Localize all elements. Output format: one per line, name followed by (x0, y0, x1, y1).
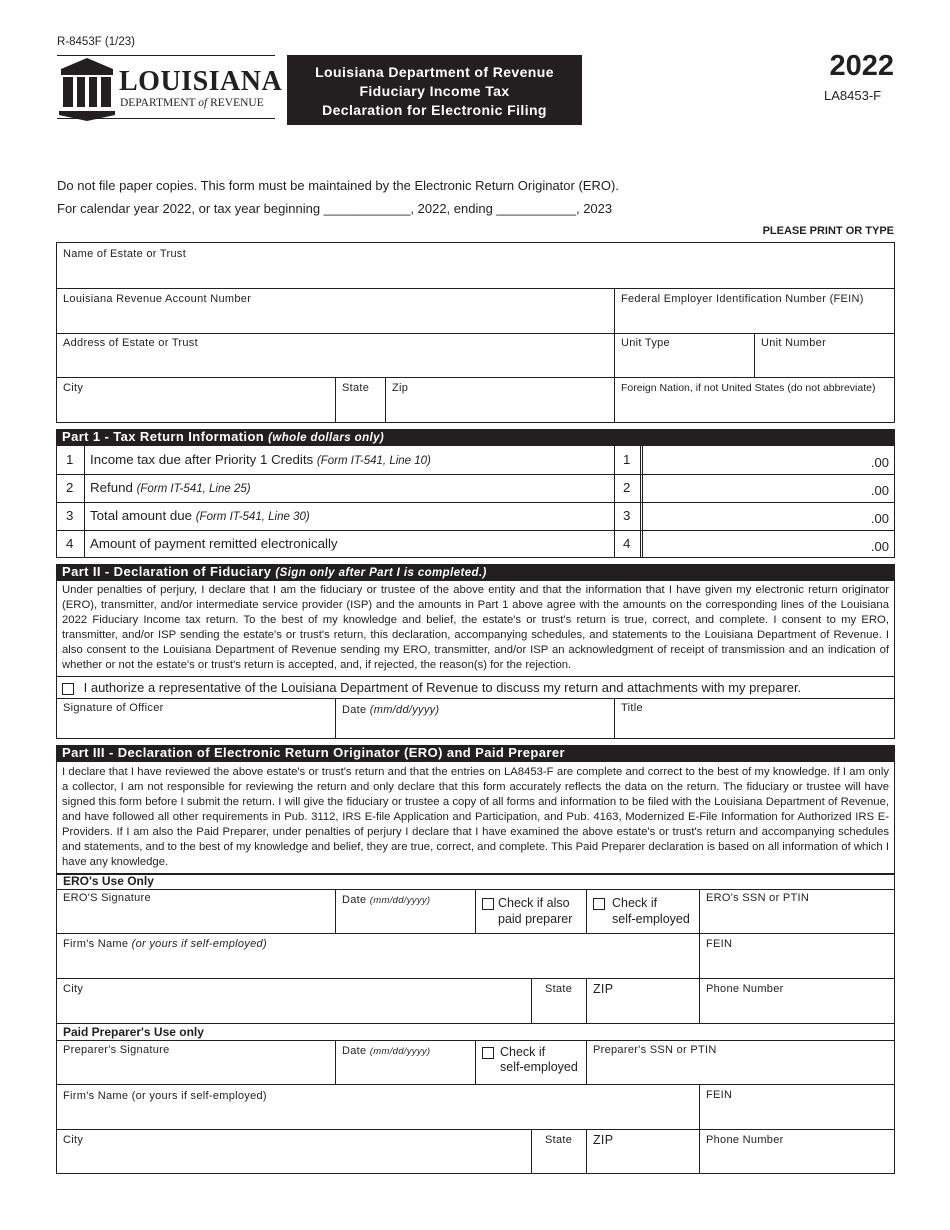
address-field[interactable]: Address of Estate or Trust (56, 333, 615, 378)
estate-name-field[interactable]: Name of Estate or Trust (56, 242, 895, 289)
zip-field[interactable]: Zip (385, 377, 615, 423)
print-note: PLEASE PRINT OR TYPE (762, 225, 894, 237)
logo-emblem-icon (57, 55, 117, 121)
ero-self-employed-checkbox[interactable] (593, 898, 605, 910)
also-paid-preparer-checkbox[interactable] (482, 898, 494, 910)
authorize-row (62, 680, 801, 695)
preparer-zip-field[interactable]: ZIP (586, 1129, 700, 1174)
ero-date-field[interactable]: Date (mm/dd/yyyy) (335, 889, 476, 934)
title-line-3: Declaration for Electronic Filing (322, 102, 547, 118)
form-code: R-8453F (1/23) (57, 36, 135, 48)
logo-main-text: LOUISIANA (119, 66, 283, 97)
logo-sub-text: DEPARTMENT of REVENUE (120, 97, 264, 109)
preparer-city-field[interactable]: City (56, 1129, 532, 1174)
title-line-1: Louisiana Department of Revenue (315, 64, 554, 80)
ero-also-preparer-cell: Check if also paid preparer (475, 889, 587, 934)
form-id: LA8453-F (824, 88, 882, 103)
title-line-2: Fiduciary Income Tax (359, 83, 510, 99)
ero-fein-field[interactable]: FEIN (699, 933, 895, 979)
fein-field[interactable]: Federal Employer Identification Number (FEIN) (614, 288, 895, 334)
part3-header: Part III - Declaration of Electronic Return Originator (ERO) and Paid Preparer (56, 745, 895, 762)
account-number-field[interactable]: Louisiana Revenue Account Number (56, 288, 615, 334)
tax-year: 2022 (829, 50, 894, 82)
preparer-phone-field[interactable]: Phone Number (699, 1129, 895, 1174)
part3-declaration: I declare that I have reviewed the above estate's or trust's return and that the entries on LA8453-F are complete and correct to the best of my knowledge. If I am only a collector, I am not responsible for reviewing the return and only declare that this form accurately reflects the data on the return. The fiduciary or trustee will have signed this form before I submit the return. I will give the fiduciary or trustee a copy of all forms and information to be filed with the Louisiana Department of Revenue, and have followed all other requirements in Pub. 3112, IRS E-file Application and Participation, and Pub. 4163, Modernized E-File Information for Authorized IRS E-Providers. If I am also the Paid Preparer, under penalties of perjury I declare that I have examined the above estate's or trust's return and accompanying schedules and statements, and to the best of my knowledge and belief, they are true, correct, and complete. This Paid Preparer declaration is based on all information of which I have any knowledge. (62, 766, 889, 868)
preparer-self-employed-checkbox[interactable] (482, 1047, 494, 1059)
ero-state-field[interactable]: State (531, 978, 587, 1024)
preparer-ssn-field[interactable]: Preparer's SSN or PTIN (586, 1040, 895, 1085)
state-field[interactable]: State (335, 377, 386, 423)
officer-signature-field[interactable]: Signature of Officer (56, 698, 336, 739)
part1-line-2: 2 Refund (Form IT-541, Line 25) 2 .00 (56, 474, 895, 502)
ero-signature-field[interactable]: ERO'S Signature (56, 889, 336, 934)
preparer-self-employed-cell: Check if self-employed (475, 1040, 587, 1085)
ero-city-field[interactable]: City (56, 978, 532, 1024)
officer-date-field[interactable]: Date (mm/dd/yyyy) (335, 698, 615, 739)
ero-self-employed-cell: Check if self-employed (586, 889, 700, 934)
line-3-amount-input[interactable] (640, 502, 895, 531)
part1-line-3: 3 Total amount due (Form IT-541, Line 30) 3 .00 (56, 502, 895, 530)
preparer-date-field[interactable]: Date (mm/dd/yyyy) (335, 1040, 476, 1085)
ero-heading-row: ERO's Use Only (56, 873, 895, 890)
part1-header: Part 1 - Tax Return Information (whole dollars only) (56, 429, 895, 446)
part1-line-4: 4 Amount of payment remitted electronically 4 .00 (56, 530, 895, 558)
logo (57, 55, 283, 122)
authorize-checkbox[interactable] (62, 683, 74, 695)
preparer-firm-name-field[interactable]: Firm's Name (or yours if self-employed) (56, 1084, 700, 1130)
officer-title-field[interactable]: Title (614, 698, 895, 739)
part2-header: Part II - Declaration of Fiduciary (Sign only after Part I is completed.) (56, 564, 895, 581)
part1-line-1: 1 Income tax due after Priority 1 Credits (Form IT-541, Line 10) 1 .00 (56, 446, 895, 474)
line-1-amount-input[interactable] (640, 446, 895, 475)
unit-number-field[interactable]: Unit Number (754, 333, 895, 378)
preparer-heading-row: Paid Preparer's Use only (56, 1023, 895, 1041)
preparer-signature-field[interactable]: Preparer's Signature (56, 1040, 336, 1085)
preparer-fein-field[interactable]: FEIN (699, 1084, 895, 1130)
preparer-state-field[interactable]: State (531, 1129, 587, 1174)
intro-line-2: For calendar year 2022, or tax year beginning ____________, 2022, ending ___________, 2023 (57, 201, 613, 216)
authorize-label: I authorize a representative of the Louisiana Department of Revenue to discuss my return and attachments with my preparer. (83, 680, 802, 695)
ero-phone-field[interactable]: Phone Number (699, 978, 895, 1024)
ero-firm-name-field[interactable]: Firm's Name (or yours if self-employed) (56, 933, 700, 979)
title-box (287, 55, 582, 125)
part2-declaration: Under penalties of perjury, I declare that I am the fiduciary or trustee of the above entity and that the information that I have given my electronic return originator (ERO), transmitter, and/or intermediate service provider (ISP) and the amounts in Part 1 above agree with the amounts on the corresponding lines of the Louisiana 2022 Fiduciary Income tax return. To the best of my knowledge and belief, the estate's or trust's return is true, correct, and complete. I consent to my ERO, transmitter, and/or ISP sending the estate's or trust's return, this declaration, accompanying schedules, and statements to the Louisiana Department of Revenue. I also consent to the Louisiana Department of Revenue sending my ERO, transmitter, and/or ISP an acknowledgment of receipt of transmission and an indication of whether or not the estate's or trust's return is accepted, and, if rejected, the reason(s) for the rejection. (62, 584, 889, 671)
ero-ssn-field[interactable]: ERO's SSN or PTIN (699, 889, 895, 934)
line-2-amount-input[interactable] (640, 474, 895, 503)
intro-line-1: Do not file paper copies. This form must be maintained by the Electronic Return Originator (ERO). (57, 178, 619, 193)
ero-zip-field[interactable]: ZIP (586, 978, 700, 1024)
unit-type-field[interactable]: Unit Type (614, 333, 755, 378)
line-4-amount-input[interactable] (640, 530, 895, 558)
foreign-nation-field[interactable]: Foreign Nation, if not United States (do not abbreviate) (614, 377, 895, 423)
city-field[interactable]: City (56, 377, 336, 423)
